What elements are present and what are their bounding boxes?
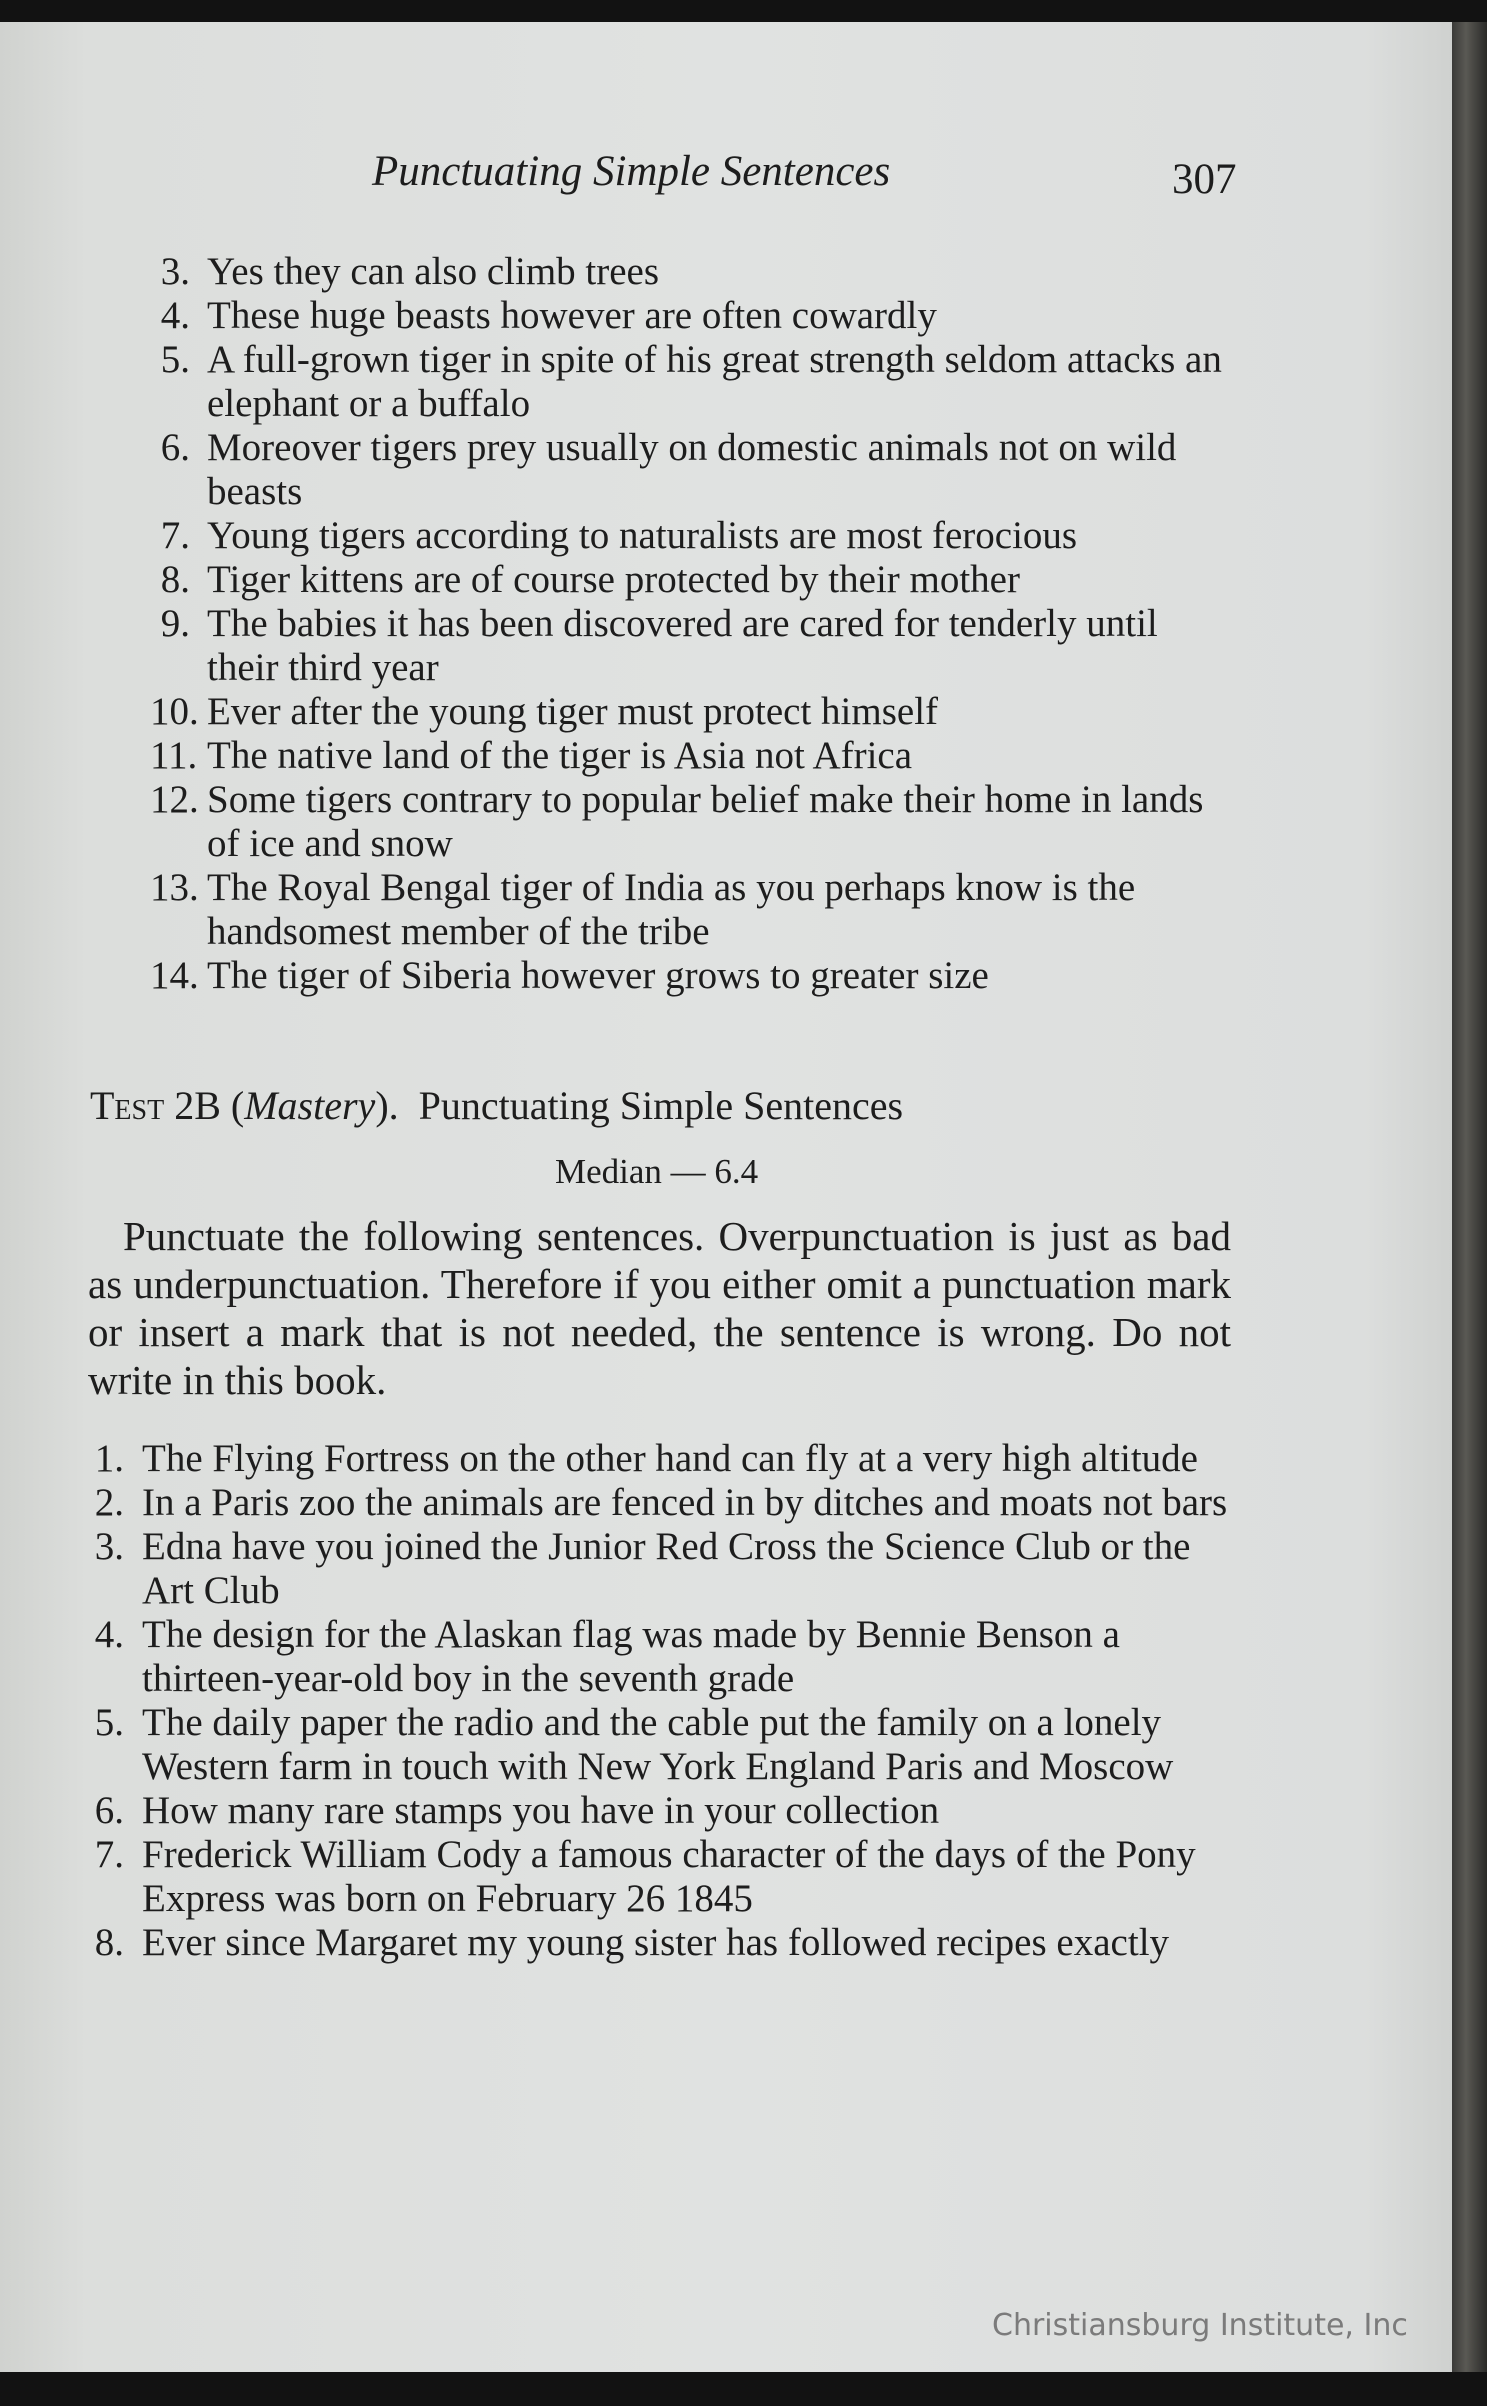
list-item (150, 338, 1235, 426)
item-number: 3. (160, 250, 190, 293)
list-item (92, 1701, 1229, 1789)
test-label: Test (90, 1083, 165, 1128)
test-number: 2B (174, 1083, 221, 1128)
item-number: 10. (150, 690, 199, 733)
list-item (92, 1481, 1229, 1525)
item-text: The daily paper the radio and the cable put the family on a lonely Western farm in touch with New York England Paris and Moscow (142, 1701, 1174, 1788)
test-heading: Test 2B (Mastery). Punctuating Simple Sentences (90, 1083, 904, 1128)
item-number: 2. (94, 1481, 124, 1524)
item-number: 8. (94, 1921, 124, 1964)
list-item (92, 1525, 1229, 1613)
list-item (150, 734, 1235, 778)
list-item (92, 1833, 1229, 1921)
list-item (150, 426, 1235, 514)
item-number: 7. (160, 514, 190, 557)
item-number: 5. (160, 338, 190, 381)
item-text: In a Paris zoo the animals are fenced in by ditches and moats not bars (142, 1481, 1228, 1524)
item-text: A full-grown tiger in spite of his great strength seldom attacks an elephant or a buffalo (207, 338, 1222, 425)
item-text: Edna have you joined the Junior Red Cross the Science Club or the Art Club (142, 1525, 1191, 1612)
list-item (150, 602, 1235, 690)
item-number: 3. (94, 1525, 124, 1568)
item-text: Some tigers contrary to popular belief make their home in lands of ice and snow (207, 778, 1204, 865)
item-text: Ever since Margaret my young sister has followed recipes exactly (142, 1921, 1170, 1964)
list-item (92, 1921, 1229, 1965)
item-number: 4. (160, 294, 190, 337)
book-page (0, 22, 1452, 2372)
median-score: Median — 6.4 (555, 1152, 759, 1191)
item-text: Ever after the young tiger must protect himself (207, 690, 939, 733)
item-number: 8. (160, 558, 190, 601)
item-text: The Flying Fortress on the other hand can fly at a very high altitude (142, 1437, 1198, 1480)
item-number: 4. (94, 1613, 124, 1656)
item-number: 9. (160, 602, 190, 645)
item-text: The design for the Alaskan flag was made by Bennie Benson a thirteen-year-old boy in the seventh grade (142, 1613, 1120, 1700)
item-number: 6. (94, 1789, 124, 1832)
item-text: The Royal Bengal tiger of India as you perhaps know is the handsomest member of the tribe (207, 866, 1136, 953)
running-head: Punctuating Simple Sentences (372, 148, 891, 195)
list-item (150, 866, 1235, 954)
item-number: 12. (150, 778, 199, 821)
list-item (92, 1613, 1229, 1701)
item-number: 14. (150, 954, 199, 997)
item-text: The native land of the tiger is Asia not Africa (207, 734, 913, 777)
test-type: Mastery (244, 1083, 376, 1128)
page-number: 307 (1172, 156, 1237, 203)
test-title: Punctuating Simple Sentences (418, 1083, 904, 1128)
list-item (92, 1437, 1229, 1481)
list-item (150, 954, 1235, 998)
test-list (92, 1437, 1229, 1965)
item-number: 1. (94, 1437, 124, 1480)
item-text: The tiger of Siberia however grows to greater size (207, 954, 989, 997)
item-text: The babies it has been discovered are cared for tenderly until their third year (207, 602, 1158, 689)
item-number: 11. (150, 734, 198, 777)
test-instructions: Punctuate the following sentences. Overpunctuation is just as bad as underpunctuation. Therefore if you either omit a punctuation mark or insert a mark that is not needed, the sentence is wrong. Do not write in this book. (88, 1213, 1231, 1403)
item-text: Moreover tigers prey usually on domestic animals not on wild beasts (207, 426, 1177, 513)
watermark: Christiansburg Institute, Inc (992, 2308, 1408, 2343)
list-item (150, 778, 1235, 866)
list-item (150, 250, 1235, 294)
item-text: Young tigers according to naturalists are most ferocious (207, 514, 1078, 557)
list-item (150, 294, 1235, 338)
list-item (92, 1789, 1229, 1833)
item-text: Frederick William Cody a famous character of the days of the Pony Express was born on February 26 1845 (142, 1833, 1196, 1920)
list-item (150, 690, 1235, 734)
list-item (150, 558, 1235, 602)
item-text: Yes they can also climb trees (207, 250, 660, 293)
page-edge (1452, 22, 1487, 2372)
item-number: 7. (94, 1833, 124, 1876)
item-number: 5. (94, 1701, 124, 1744)
item-text: How many rare stamps you have in your collection (142, 1789, 940, 1832)
item-number: 13. (150, 866, 199, 909)
item-number: 6. (160, 426, 190, 469)
exercise-list (150, 250, 1235, 998)
item-text: Tiger kittens are of course protected by their mother (207, 558, 1020, 601)
item-text: These huge beasts however are often cowardly (207, 294, 937, 337)
list-item (150, 514, 1235, 558)
